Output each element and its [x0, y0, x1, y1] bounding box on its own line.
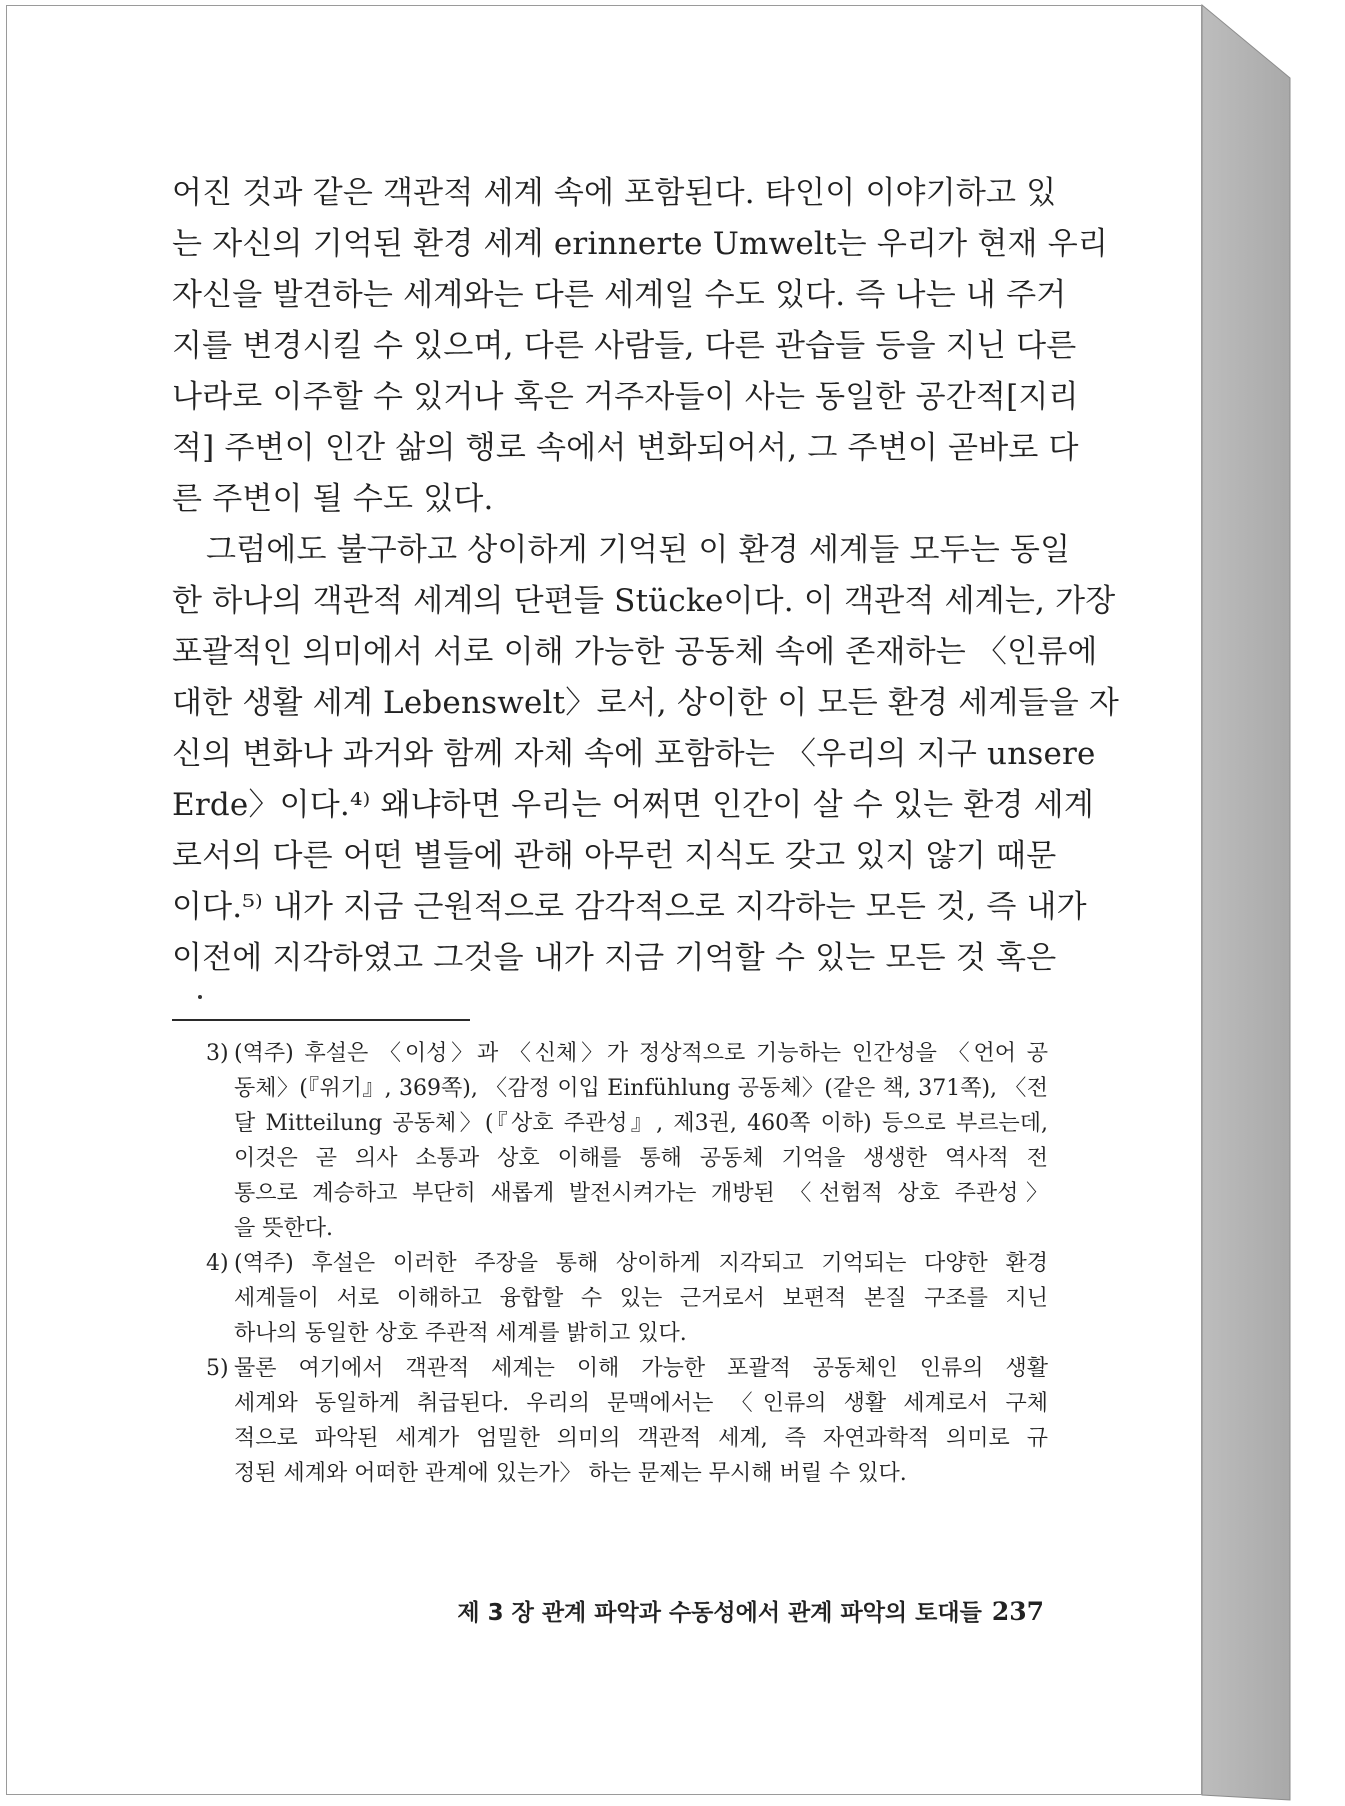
body-line: 포괄적인 의미에서 서로 이해 가능한 공동체 속에 존재하는 〈인류에 [172, 634, 1098, 670]
footnote-line: (역주) 후설은 이러한 주장을 통해 상이하게 지각되고 기억되는 다양한 환경 [234, 1251, 1048, 1276]
footnote-line: 정된 세계와 어떠한 관계에 있는가〉 하는 문제는 무시해 버릴 수 있다. [234, 1461, 907, 1486]
body-line: 자신을 발견하는 세계와는 다른 세계일 수도 있다. 즉 나는 내 주거 [172, 277, 1067, 313]
body-line: 이전에 지각하였고 그것을 내가 지금 기억할 수 있는 모든 것 혹은 [172, 940, 1057, 976]
body-text [172, 168, 1120, 984]
footnote-line: 세계와 동일하게 취급된다. 우리의 문맥에서는 〈인류의 생활 세계로서 구체 [234, 1391, 1048, 1416]
footnote-line: 동체〉(『위기』, 369쪽), 〈감정 이입 Einfühlung 공동체〉(같은 책, 371쪽), 〈전 [234, 1076, 1048, 1101]
chapter-title: 제 3 장 관계 파악과 수동성에서 관계 파악의 토대들 [457, 1600, 982, 1626]
body-line: 이다.⁵⁾ 내가 지금 근원적으로 감각적으로 지각하는 모든 것, 즉 내가 [172, 889, 1087, 925]
footnote-line: 세계들이 서로 이해하고 융합할 수 있는 근거로서 보편적 본질 구조를 지닌 [234, 1286, 1048, 1311]
footnote-line: (역주) 후설은 〈이성〉과 〈신체〉가 정상적으로 기능하는 인간성을 〈언어 공 [234, 1041, 1048, 1066]
body-line: 대한 생활 세계 Lebenswelt〉로서, 상이한 이 모든 환경 세계들을 자 [172, 685, 1120, 721]
page-number: 237 [991, 1597, 1044, 1626]
footnote [206, 1351, 1048, 1491]
stray-dot [198, 995, 202, 999]
footnote [206, 1036, 1048, 1246]
footnote-number: 5) [206, 1356, 229, 1381]
body-line: 지를 변경시킬 수 있으며, 다른 사람들, 다른 관습들 등을 지닌 다른 [172, 328, 1077, 364]
footnote-line: 이것은 곧 의사 소통과 상호 이해를 통해 공동체 기억을 생생한 역사적 전 [234, 1146, 1048, 1171]
footnote-line: 하나의 동일한 상호 주관적 세계를 밝히고 있다. [234, 1321, 687, 1346]
footnote-separator [172, 1019, 470, 1021]
body-line: 한 하나의 객관적 세계의 단편들 Stücke이다. 이 객관적 세계는, 가장 [172, 583, 1116, 619]
footnote-number: 4) [206, 1251, 229, 1276]
body-line: 신의 변화나 과거와 함께 자체 속에 포함하는 〈우리의 지구 unsere [172, 736, 1096, 772]
body-line: 는 자신의 기억된 환경 세계 erinnerte Umwelt는 우리가 현재 우리 [172, 226, 1109, 262]
body-line: 나라로 이주할 수 있거나 혹은 거주자들이 사는 동일한 공간적[지리 [172, 379, 1079, 415]
footnote-line: 을 뜻한다. [234, 1216, 333, 1241]
footnote-line: 물론 여기에서 객관적 세계는 이해 가능한 포괄적 공동체인 인류의 생활 [234, 1356, 1048, 1381]
footnote-number: 3) [206, 1041, 229, 1066]
body-line: 어진 것과 같은 객관적 세계 속에 포함된다. 타인이 이야기하고 있 [172, 175, 1057, 211]
body-line: 그럼에도 불구하고 상이하게 기억된 이 환경 세계들 모두는 동일 [206, 532, 1071, 568]
footnote-line: 통으로 계승하고 부단히 새롭게 발전시켜가는 개방된 〈선험적 상호 주관성〉 [234, 1181, 1048, 1206]
footnote-line: 달 Mitteilung 공동체〉(『상호 주관성』, 제3권, 460쪽 이하) 등으로 부르는데, [234, 1111, 1048, 1136]
footnote-line: 적으로 파악된 세계가 엄밀한 의미의 객관적 세계, 즉 자연과학적 의미로 규 [234, 1426, 1048, 1451]
body-line: Erde〉이다.⁴⁾ 왜냐하면 우리는 어쩌면 인간이 살 수 있는 환경 세계 [172, 787, 1094, 823]
body-line: 른 주변이 될 수도 있다. [172, 481, 494, 517]
footnotes [206, 1036, 1048, 1491]
body-line: 로서의 다른 어떤 별들에 관해 아무런 지식도 갖고 있지 않기 때문 [172, 838, 1057, 874]
running-footer [394, 1594, 1044, 1627]
body-line: 적] 주변이 인간 삶의 행로 속에서 변화되어서, 그 주변이 곧바로 다 [172, 430, 1079, 466]
footnote [206, 1246, 1048, 1351]
